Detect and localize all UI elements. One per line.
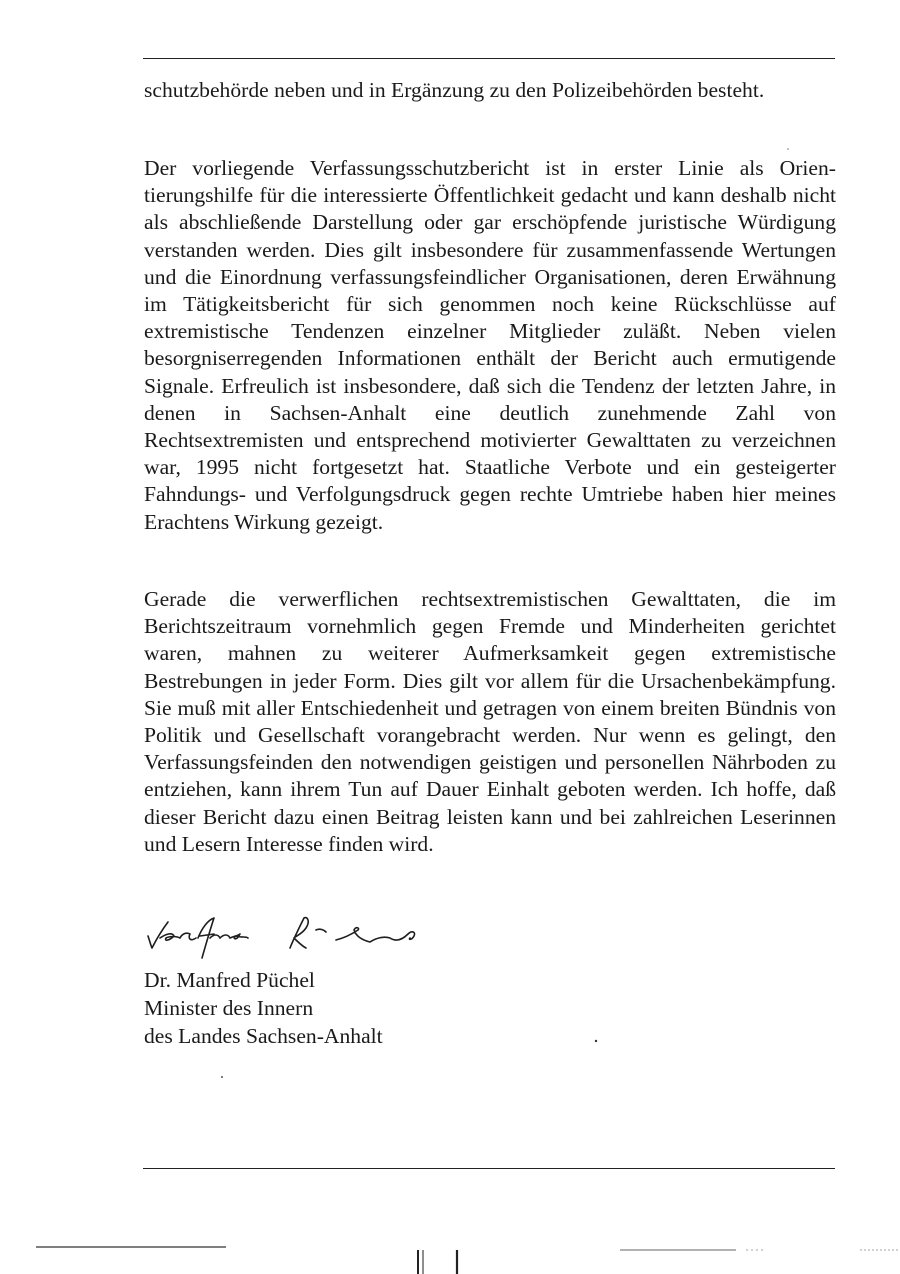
scan-footer-marks: [0, 1236, 900, 1274]
signatory-name: Dr. Manfred Püchel: [144, 968, 315, 992]
bottom-rule: [143, 1168, 835, 1169]
paragraph-1: schutzbehörde neben und in Ergänzung zu den Polizeibehörden besteht.: [144, 78, 765, 102]
signature-block: [144, 966, 383, 1051]
top-rule: [143, 58, 835, 59]
signatory-title: Minister des Innern: [144, 996, 314, 1021]
paragraph-3: Gerade die verwerflichen rechtsextremistischen Gewalttaten, die im Berichtszeitraum vornehmlich gegen Fremde und Minderheiten gerichtet waren, mahnen zu weiterer Aufmerksamkeit gegen extremistische Bestrebungen in jeder Form. Dies gilt vor allem für die Ursachenbekämpfung. Sie muß mit aller Entschiedenheit und getragen von einem breiten Bündnis von Politik und Gesellschaft vorangebracht werden. Nur wenn es gelingt, den Verfassungsfeinden den notwendigen geistigen und personellen Nährboden zu entziehen, kann ihrem Tun auf Dauer Einhalt geboten werden. Ich hoffe, daß dieser Bericht dazu einen Beitrag leisten kann und bei zahlreichen Leserinnen und Lesern Interesse finden wird.: [144, 587, 836, 856]
handwritten-signature: [140, 908, 440, 970]
signatory-office: des Landes Sachsen-Anhalt: [144, 1024, 383, 1049]
paragraph-2: Der vorliegende Verfassungsschutzbericht ist in erster Linie als Orientierungshilfe für die interessierte Öffentlichkeit gedacht und kann deshalb nicht als abschließende Darstellung oder gar erschöpfende juristische Würdigung verstanden werden. Dies gilt insbesondere für zusammenfassende Wertungen und die Einordnung verfassungsfeindlicher Organisationen, deren Erwähnung im Tätigkeitsbericht für sich genommen noch keine Rückschlüsse auf extremistische Tendenzen einzelner Mitglieder zuläßt. Neben vielen besorgniserregenden Informationen enthält der Bericht auch ermutigende Signale. Erfreulich ist insbesondere, daß sich die Tendenz der letzten Jahre, in denen in Sachsen-Anhalt eine deutlich zunehmende Zahl von Rechtsextremisten und entsprechend motivierter Gewalttaten zu verzeichnen war, 1995 nicht fortgesetzt hat. Staatliche Verbote und ein gesteigerter Fahndungs- und Verfolgungsdruck gegen rechte Umtriebe haben hier meines Erachtens Wirkung gezeigt.: [144, 156, 836, 534]
signature-scribble: [140, 908, 440, 970]
